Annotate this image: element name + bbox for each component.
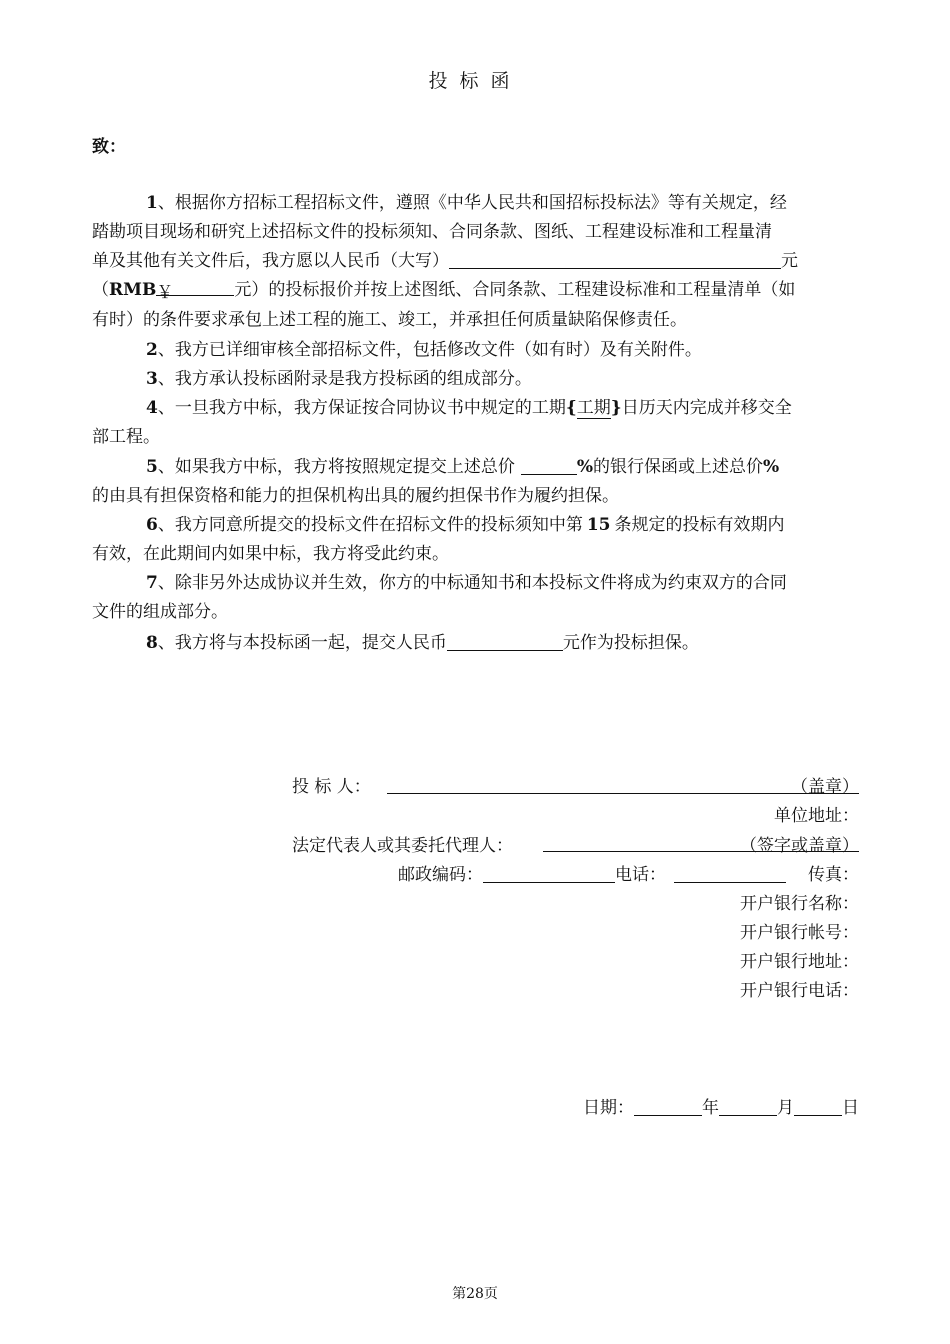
p4-line1	[146, 393, 792, 418]
p2-number: 2	[146, 340, 158, 360]
p4-brace-open: {	[565, 398, 577, 418]
p3-text: 、我方承认投标函附录是我方投标函的组成部分。	[157, 369, 532, 389]
p7-text1: 、除非另外达成协议并生效，你方的中标通知书和本投标文件将成为约束双方的合同	[157, 573, 787, 593]
day-label: 日	[842, 1098, 859, 1118]
p1-yuan: 元	[781, 251, 798, 271]
p6-clause: 15	[586, 515, 611, 535]
p2-text: 、我方已详细审核全部招标文件，包括修改文件（如有时）及有关附件。	[157, 340, 702, 360]
p6-line2: 有效，在此期间内如果中标，我方将受此约束。	[92, 544, 449, 564]
p6-text2: 条规定的投标有效期内	[614, 515, 785, 535]
p1-line3	[92, 246, 798, 271]
amount-figures-field[interactable]	[156, 278, 234, 303]
year-field[interactable]	[634, 1098, 702, 1116]
p8-text1: 、我方将与本投标函一起，提交人民币	[157, 633, 447, 653]
p8-text2: 元作为投标担保。	[562, 633, 699, 653]
p5-percent2: %	[763, 457, 780, 477]
guarantee-percent-field[interactable]	[521, 457, 577, 475]
p5-text1: 、如果我方中标，我方将按照规定提交上述总价	[157, 457, 515, 477]
rep-label: 法定代表人或其委托代理人：	[292, 836, 513, 856]
p6-number: 6	[146, 515, 158, 535]
postcode-label: 邮政编码：	[398, 865, 483, 885]
p4-number: 4	[146, 398, 158, 418]
p3-line	[146, 364, 532, 389]
salutation: 致：	[92, 137, 126, 157]
phone-field[interactable]	[674, 865, 786, 883]
day-field[interactable]	[794, 1098, 842, 1116]
date-label: 日期：	[583, 1098, 634, 1118]
p1-line4	[92, 275, 796, 303]
p6-text1: 、我方同意所提交的投标文件在招标文件的投标须知中第	[157, 515, 583, 535]
rmb-label: RMB	[109, 280, 157, 300]
address-label: 单位地址：	[774, 806, 859, 826]
year-label: 年	[702, 1098, 719, 1118]
bidder-seal: （盖章）	[791, 777, 859, 797]
p3-number: 3	[146, 369, 158, 389]
p5-percent1: %	[576, 457, 593, 477]
bank-phone-label: 开户银行电话：	[740, 981, 859, 1001]
p5-line1	[146, 452, 779, 477]
duration-field[interactable]: 工期	[576, 398, 611, 418]
p2-line	[146, 335, 702, 360]
p4-brace-close: }	[610, 398, 622, 418]
p8-number: 8	[146, 633, 158, 653]
month-label: 月	[777, 1098, 794, 1118]
yen-sign: ￥	[156, 283, 174, 303]
bid-security-field[interactable]	[447, 633, 563, 651]
p1-text3: 单及其他有关文件后，我方愿以人民币（大写）	[92, 251, 449, 271]
p4-text1: 、一旦我方中标，我方保证按合同协议书中规定的工期	[157, 398, 566, 418]
p5-number: 5	[146, 457, 158, 477]
p4-text2: 日历天内完成并移交全	[621, 398, 792, 418]
bank-name-label: 开户银行名称：	[740, 894, 859, 914]
bidder-line[interactable]	[387, 793, 859, 794]
p5-line2: 的由具有担保资格和能力的担保机构出具的履约担保书作为履约担保。	[92, 486, 619, 506]
bank-address-label: 开户银行地址：	[740, 952, 859, 972]
p7-number: 7	[146, 573, 158, 593]
rep-seal: （签字或盖章）	[740, 836, 859, 856]
bidder-label: 投 标 人：	[292, 777, 371, 797]
p1-line5: 有时）的条件要求承包上述工程的施工、竣工，并承担任何质量缺陷保修责任。	[92, 310, 687, 330]
p8-line	[146, 628, 699, 653]
phone-label: 电话：	[615, 865, 666, 885]
p7-line2: 文件的组成部分。	[92, 602, 228, 622]
postcode-field[interactable]	[483, 865, 615, 883]
fax-label: 传真：	[808, 865, 859, 885]
amount-words-field[interactable]	[449, 251, 781, 269]
page-number: 第28页	[452, 1286, 498, 1302]
p5-text2: 的银行保函或上述总价	[593, 457, 763, 477]
date-row	[583, 1093, 859, 1118]
p1-text4: 元）的投标报价并按上述图纸、合同条款、工程建设标准和工程量清单（如	[234, 280, 796, 300]
postcode-row	[398, 860, 786, 885]
document-title: 投标函	[428, 70, 522, 92]
p4-line2: 部工程。	[92, 427, 160, 447]
p1-text1: 、根据你方招标工程招标文件，遵照《中华人民共和国招标投标法》等有关规定，经	[157, 193, 787, 213]
p7-line1	[146, 568, 787, 593]
p1-line1	[146, 188, 787, 213]
bank-account-label: 开户银行帐号：	[740, 923, 859, 943]
month-field[interactable]	[719, 1098, 777, 1116]
p1-number: 1	[146, 193, 158, 213]
p1-paren: （	[92, 280, 109, 300]
p6-line1	[146, 510, 785, 535]
p1-line2: 踏勘项目现场和研究上述招标文件的投标须知、合同条款、图纸、工程建设标准和工程量清	[92, 222, 772, 242]
